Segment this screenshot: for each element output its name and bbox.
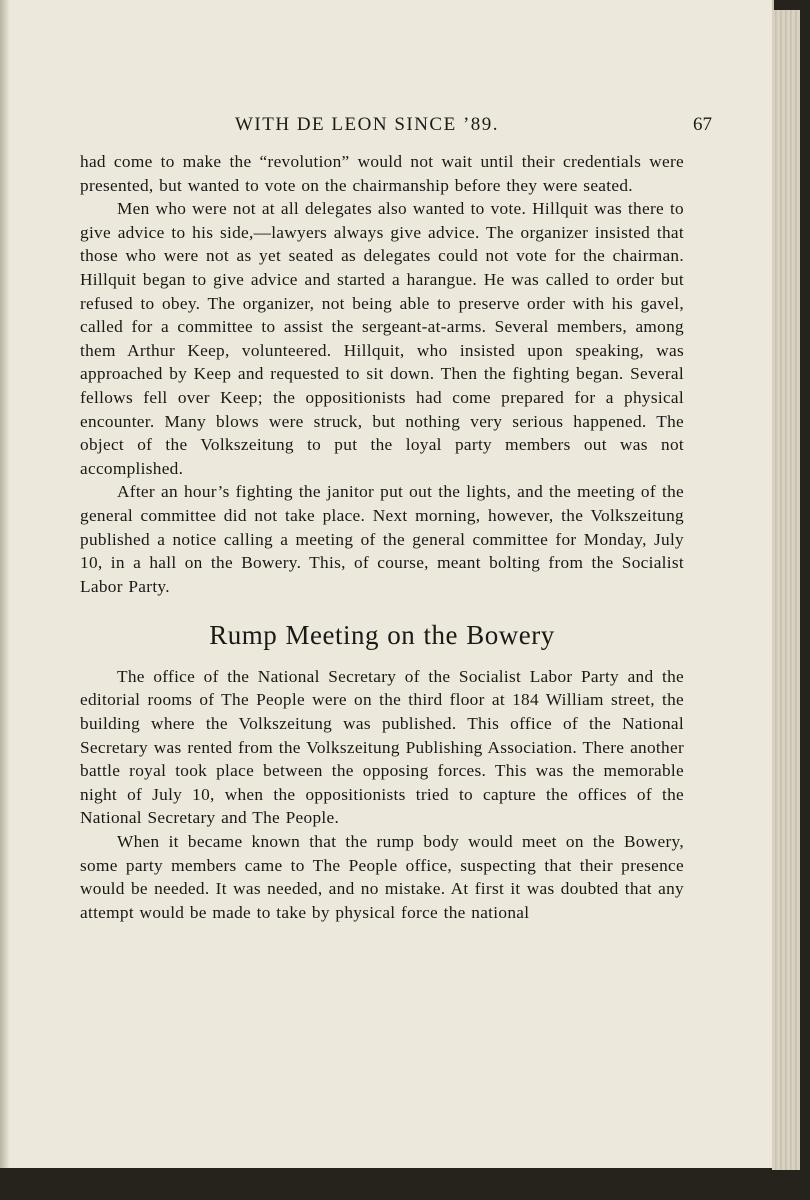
paragraph: The office of the National Secretary of the Socialist Labor Party and the editorial rooms of The People were on the third floor at 184 William street, the building where the Volkszeitung was published. This office of the National Secretary was rented from the Volkszeitung Publishing Association. There another battle royal took place between the opposing forces. This was the memorable night of July 10, when the oppositionists tried to capture the offices of the National Secretary and The People.: [80, 666, 684, 828]
binding-shadow: [0, 0, 10, 1168]
body-text: [80, 150, 684, 924]
paragraph: When it became known that the rump body would meet on the Bowery, some party members came to The People office, suspecting that their presence would be needed. It was needed, and no mistake. At first it was doubted that any attempt would be made to take by physical force the national: [80, 832, 684, 922]
page-edges: [772, 10, 800, 1170]
page-number: 67: [693, 114, 712, 135]
running-header: [80, 114, 712, 144]
paragraph: Men who were not at all delegates also wanted to vote. Hillquit was there to give advice to his side,—lawyers always give advice. The organizer insisted that those who were not as yet seated as delegates could not vote for the chairman. Hillquit began to give advice and started a harangue. He was called to order but refused to obey. The organizer, not being able to preserve order with his gavel, called for a committee to assist the sergeant-at-arms. Several members, among them Arthur Keep, volunteered. Hillquit, who insisted upon speaking, was approached by Keep and requested to sit down. Then the fighting began. Several fellows fell over Keep; the oppositionists had come prepared for a physical encounter. Many blows were struck, but nothing very serious happened. The object of the Volkszeitung to put the loyal party members out was not accomplished.: [80, 199, 684, 478]
paragraph: After an hour’s fighting the janitor put out the lights, and the meeting of the general committee did not take place. Next morning, however, the Volkszeitung published a notice calling a meeting of the general committee for Monday, July 10, in a hall on the Bowery. This, of course, meant bolting from the Socialist Labor Party.: [80, 482, 684, 596]
paragraph-continued: had come to make the “revolution” would not wait until their credentials were presented, but wanted to vote on the chairmanship before they were seated.: [80, 152, 684, 195]
section-heading: Rump Meeting on the Bowery: [209, 620, 555, 651]
running-title: WITH DE LEON SINCE ’89.: [235, 114, 500, 135]
